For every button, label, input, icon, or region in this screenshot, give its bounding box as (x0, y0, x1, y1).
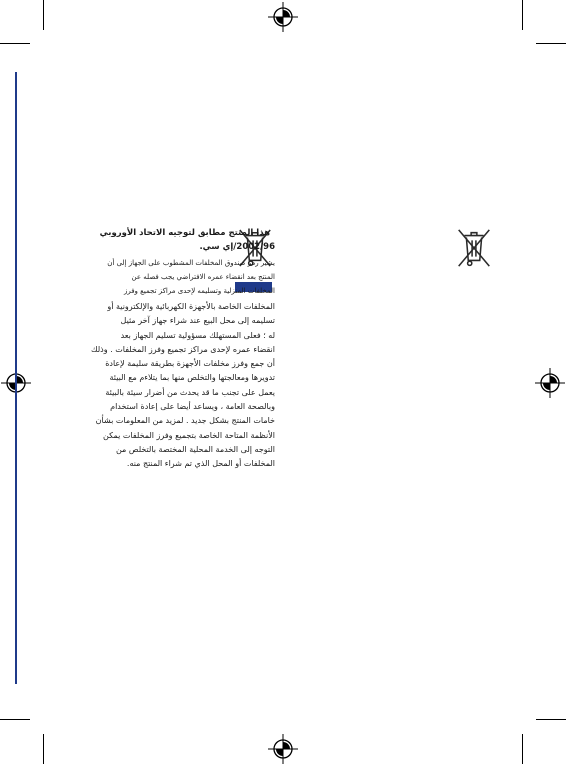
notice-heading (185, 240, 275, 254)
crop-mark (43, 0, 44, 30)
crop-mark (0, 719, 30, 720)
notice-body (90, 300, 275, 472)
body-line: وبالصحة العامة ، ويساعد أيضا على إعادة استخدام (110, 402, 275, 412)
body-line: انقضاء عمره لإحدى مراكز تجميع وفرز المخلفات . وذلك (90, 344, 275, 354)
registration-mark-icon (268, 2, 298, 32)
side-rule (15, 72, 17, 684)
body-line: التوجه إلى الخدمة المحلية المختصة بالتخلص من (115, 444, 275, 454)
crop-mark (536, 43, 566, 44)
body-line: تدويرها ومعالجتها والتخلص منها بما يتلاءم مع البيئة (109, 373, 275, 383)
body-line: المخلفات أو المحل الذي تم شراء المنتج منه. (126, 459, 275, 469)
heading-line: هذا المنتج مطابق لتوجيه الاتحاد الأوروبي (99, 228, 270, 238)
registration-mark-icon (535, 368, 565, 398)
body-line: أن جمع وفرز مخلفات الأجهزة بطريقة سليمة لإعادة (105, 359, 275, 369)
crop-mark (0, 43, 30, 44)
heading-line: 2002/96/إي سي. (199, 242, 275, 252)
intro-line: المنتج بعد انقضاء عمره الافتراضي يجب فصله عن (131, 273, 275, 281)
crossed-out-wheelie-bin-icon (454, 226, 494, 270)
notice-intro (107, 256, 275, 298)
crop-mark (536, 719, 566, 720)
crop-mark (43, 734, 44, 764)
registration-mark-icon (268, 734, 298, 764)
body-line: تسليمه إلى محل البيع عند شراء جهاز آخر مثيل (120, 316, 275, 326)
body-line: يعمل على تجنب ما قد يحدث من أضرار سيئة بالبيئة (105, 387, 275, 397)
crop-mark (522, 0, 523, 30)
body-line: الأنظمة المتاحة الخاصة بتجميع وفرز المخلفات يمكن (103, 430, 275, 440)
weee-notice (90, 226, 275, 472)
intro-line: يشير رمز صندوق المخلفات المشطوب على الجهاز إلى أن (107, 259, 275, 267)
crop-mark (522, 734, 523, 764)
body-line: خامات المنتج بشكل جديد . لمزيد من المعلومات بشأن (95, 416, 275, 426)
intro-line: المخلفات المنزلية وتسليمه لإحدى مراكز تجميع وفرز (123, 287, 275, 295)
notice-heading (99, 226, 270, 240)
body-line: المخلفات الخاصة بالأجهزة الكهربائية والإلكترونية أو (107, 302, 275, 311)
body-line: له ؛ فعلى المستهلك مسؤولية تسليم الجهاز بعد (120, 330, 275, 340)
